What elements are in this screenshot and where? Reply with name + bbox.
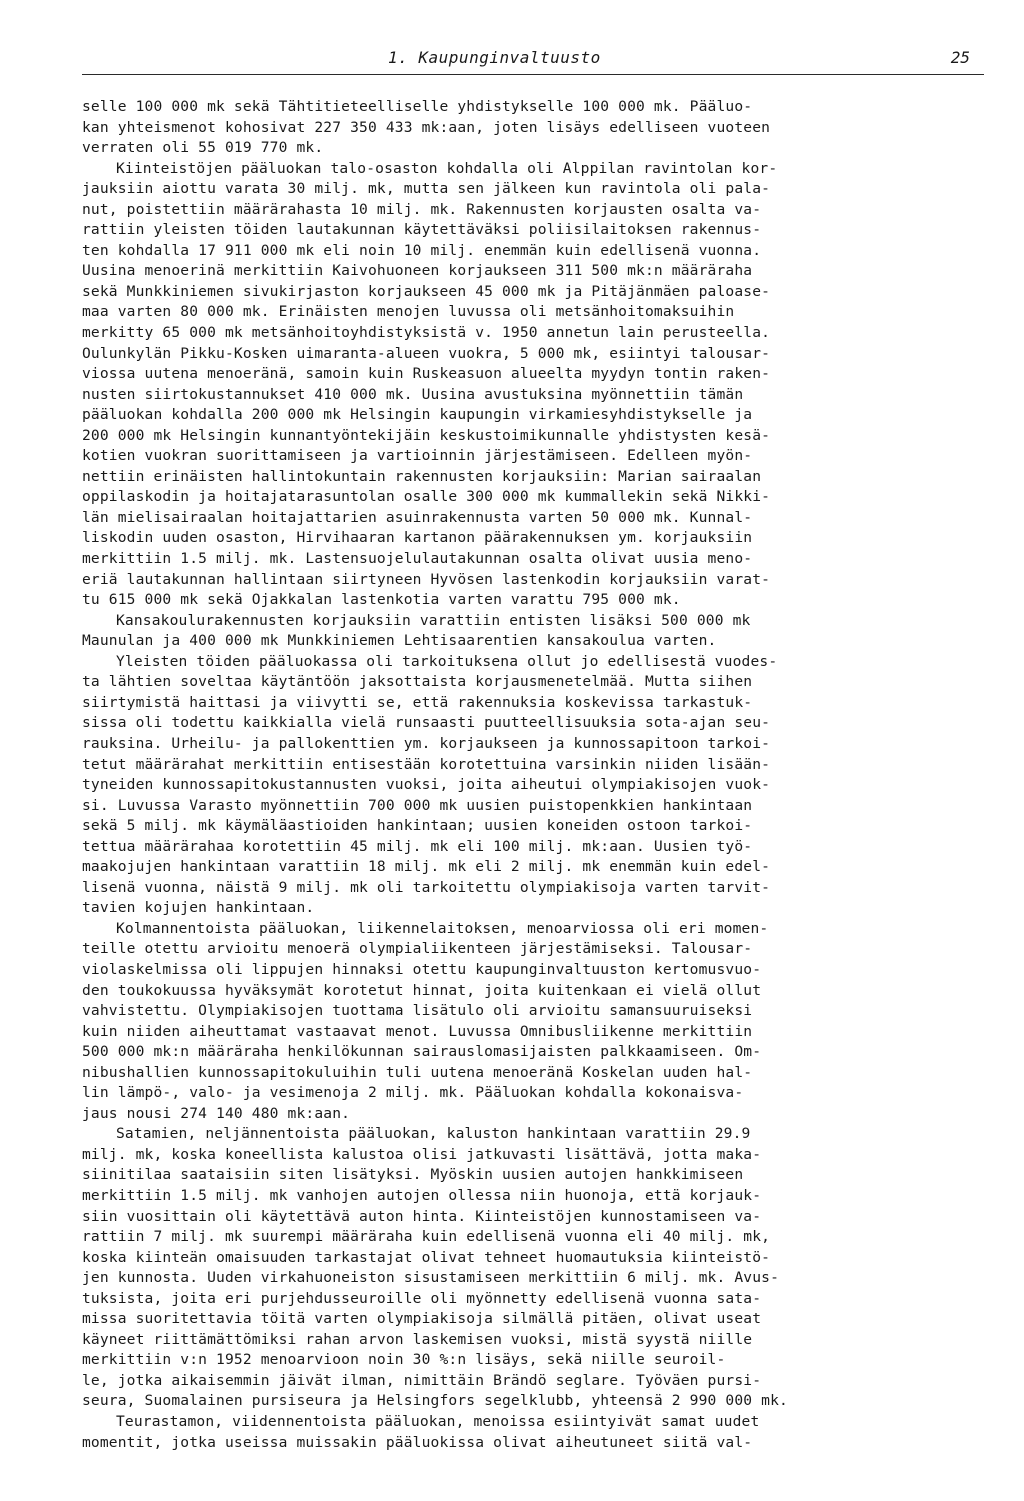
text-line: merkittiin v:n 1952 menoarvioon noin 30 %:n lisäys, sekä niille seuroil- [82, 1351, 726, 1369]
paragraph [82, 159, 984, 611]
text-line: teille otettu arvioitu menoerä olympialiikenteen järjestämiseksi. Talousar- [82, 940, 753, 958]
text-line: tetut määrärahat merkittiin entisestään korotettuina varsinkin niiden lisään- [82, 755, 771, 773]
text-line: milj. mk, koska koneellista kalustoa olisi jatkuvasti lisättävä, jotta maka- [82, 1145, 762, 1163]
text-line: lin lämpö-, valo- ja vesimenoja 2 milj. mk. Pääluokan kohdalla kokonaisva- [82, 1084, 744, 1102]
text-line: kan yhteismenot kohosivat 227 350 433 mk:aan, joten lisäys edelliseen vuoteen [82, 118, 771, 136]
text-line: Maunulan ja 400 000 mk Munkkiniemen Lehtisaarentien kansakoulua varten. [82, 632, 717, 650]
text-line: den toukokuussa hyväksymät korotetut hinnat, joita kuitenkaan ei vielä ollut [82, 981, 762, 999]
text-line: tu 615 000 mk sekä Ojakkalan lastenkotia varten varattu 795 000 mk. [82, 591, 681, 609]
text-line: Uusina menoerinä merkittiin Kaivohuoneen korjaukseen 311 500 mk:n määräraha [82, 262, 753, 280]
text-line: maakojujen hankintaan varattiin 18 milj. mk eli 2 milj. mk enemmän kuin edel- [82, 858, 771, 876]
text-line: käyneet riittämättömiksi rahan arvon laskemisen vuoksi, mistä syystä niille [82, 1330, 753, 1348]
text-line: merkittiin 1.5 milj. mk vanhojen autojen ollessa niin huonoja, että korjauk- [82, 1186, 762, 1204]
text-line: nut, poistettiin määrärahasta 10 milj. mk. Rakennusten korjausten osalta va- [82, 200, 762, 218]
text-line: Kiinteistöjen pääluokan talo-osaston kohdalla oli Alppilan ravintolan kor- [116, 159, 778, 177]
text-line: nettiin erinäisten hallintokuntain rakennusten korjauksiin: Marian sairaalan [82, 467, 762, 485]
text-line: vahvistettu. Olympiakisojen tuottama lisätulo oli arvioitu samansuuruiseksi [82, 1002, 753, 1020]
text-line: viossa uutena menoeränä, samoin kuin Ruskeasuon alueelta myydyn tontin raken- [82, 365, 771, 383]
text-line: kotien vuokran suorittamiseen ja vartioinnin järjestämiseen. Edelleen myön- [82, 447, 753, 465]
paragraph [82, 1124, 984, 1412]
text-line: rattiin 7 milj. mk suurempi määräraha kuin edellisenä vuonna eli 40 milj. mk, [82, 1228, 771, 1246]
paragraph [82, 652, 984, 919]
text-line: jauksiin aiottu varata 30 milj. mk, mutta sen jälkeen kun ravintola oli pala- [82, 180, 771, 198]
text-line: ten kohdalla 17 911 000 mk eli noin 10 milj. enemmän kuin edellisenä vuonna. [82, 241, 762, 259]
text-line: si. Luvussa Varasto myönnettiin 700 000 mk uusien puistopenkkien hankintaan [82, 796, 753, 814]
text-line: nibushallien kunnossapitokuluihin tuli uutena menoeränä Koskelan uuden hal- [82, 1063, 753, 1081]
text-line: tuksista, joita eri purjehdusseuroille oli myönnetty edellisenä vuonna sata- [82, 1289, 762, 1307]
text-line: ta lähtien soveltaa käytäntöön jaksottaista korjausmenetelmää. Mutta siihen [82, 673, 753, 691]
text-line: 500 000 mk:n määräraha henkilökunnan sairauslomasijaisten palkkaamiseen. Om- [82, 1043, 762, 1061]
text-line: kuin niiden aiheuttamat vastaavat menot. Luvussa Omnibusliikenne merkittiin [82, 1022, 753, 1040]
text-line: maa varten 80 000 mk. Erinäisten menojen luvussa oli metsänhoitomaksuihin [82, 303, 735, 321]
text-line: rauksina. Urheilu- ja pallokenttien ym. korjaukseen ja kunnossapitoon tarkoi- [82, 734, 771, 752]
text-line: Satamien, neljännentoista pääluokan, kaluston hankintaan varattiin 29.9 [116, 1125, 751, 1143]
text-line: siirtymistä haittasi ja viivytti se, että rakennuksia koskevissa tarkastuk- [82, 693, 753, 711]
page-number: 25 [950, 48, 970, 67]
text-line: pääluokan kohdalla 200 000 mk Helsingin kaupungin virkamiesyhdistykselle ja [82, 406, 753, 424]
text-line: siinitilaa saataisiin siten lisätyksi. Myöskin uusien autojen hankkimiseen [82, 1166, 744, 1184]
paragraph [82, 1412, 984, 1453]
text-line: Kolmannentoista pääluokan, liikennelaitoksen, menoarviossa oli eri momen- [116, 919, 769, 937]
text-line: Yleisten töiden pääluokassa oli tarkoituksena ollut jo edellisestä vuodes- [116, 652, 778, 670]
text-line: merkitty 65 000 mk metsänhoitoyhdistyksistä v. 1950 annetun lain perusteella. [82, 324, 771, 342]
text-line: le, jotka aikaisemmin jäivät ilman, nimittäin Brändö seglare. Työväen pursi- [82, 1371, 762, 1389]
text-line: liskodin uuden osaston, Hirvihaaran kartanon päärakennuksen ym. korjauksiin [82, 529, 753, 547]
text-line: tettua määrärahaa korotettiin 45 milj. mk eli 100 milj. mk:aan. Uusien työ- [82, 837, 753, 855]
text-line: jen kunnosta. Uuden virkahuoneiston sisustamiseen merkittiin 6 milj. mk. Avus- [82, 1269, 780, 1287]
text-line: rattiin yleisten töiden lautakunnan käytettäväksi poliisilaitoksen rakennus- [82, 221, 762, 239]
text-line: momentit, jotka useissa muissakin pääluokissa olivat aiheutuneet siitä val- [82, 1433, 753, 1451]
text-line: jaus nousi 274 140 480 mk:aan. [82, 1104, 351, 1122]
text-line: sekä 5 milj. mk käymäläastioiden hankintaan; uusien koneiden ostoon tarkoi- [82, 817, 753, 835]
text-line: verraten oli 55 019 770 mk. [82, 139, 324, 157]
body-text [82, 97, 984, 1453]
running-header [82, 44, 984, 75]
text-line: Teurastamon, viidennentoista pääluokan, menoissa esiintyivät samat uudet [116, 1413, 760, 1430]
text-line: selle 100 000 mk sekä Tähtitieteelliselle yhdistykselle 100 000 mk. Pääluo- [82, 98, 753, 115]
text-line: tavien kojujen hankintaan. [82, 899, 315, 917]
paragraph [82, 919, 984, 1124]
text-line: siin vuosittain oli käytettävä auton hinta. Kiinteistöjen kunnostamiseen va- [82, 1207, 762, 1225]
paragraph [82, 97, 984, 159]
text-line: Oulunkylän Pikku-Kosken uimaranta-alueen vuokra, 5 000 mk, esiintyi talousar- [82, 344, 771, 362]
text-line: merkittiin 1.5 milj. mk. Lastensuojelulautakunnan osalta olivat uusia meno- [82, 550, 753, 568]
text-line: nusten siirtokustannukset 410 000 mk. Uusina avustuksina myönnettiin tämän [82, 385, 744, 403]
text-line: Kansakoulurakennusten korjauksiin varattiin entisten lisäksi 500 000 mk [116, 611, 751, 629]
paragraph [82, 611, 984, 652]
text-line: koska kiinteän omaisuuden tarkastajat olivat tehneet huomautuksia kiinteistö- [82, 1248, 771, 1266]
text-line: violaskelmissa oli lippujen hinnaksi otettu kaupunginvaltuuston kertomusvuo- [82, 960, 762, 978]
text-line: tyneiden kunnossapitokustannusten vuoksi, joita aiheutui olympiakisojen vuok- [82, 776, 771, 794]
text-line: lisenä vuonna, näistä 9 milj. mk oli tarkoitettu olympiakisoja varten tarvit- [82, 878, 771, 896]
document-page [82, 44, 984, 1453]
text-line: sissa oli todettu kaikkialla vielä runsaasti puutteellisuuksia sota-ajan seu- [82, 714, 771, 732]
text-line: eriä lautakunnan hallintaan siirtyneen Hyvösen lastenkodin korjauksiin varat- [82, 570, 771, 588]
text-line: missa suoritettavia töitä varten olympiakisoja silmällä pitäen, olivat useat [82, 1310, 762, 1328]
text-line: län mielisairaalan hoitajattarien asuinrakennusta varten 50 000 mk. Kunnal- [82, 508, 753, 526]
text-line: oppilaskodin ja hoitajatarasuntolan osalle 300 000 mk kummallekin sekä Nikki- [82, 488, 771, 506]
text-line: 200 000 mk Helsingin kunnantyöntekijäin keskustoimikunnalle yhdistysten kesä- [82, 426, 771, 444]
chapter-title: 1. Kaupunginvaltuusto [388, 48, 601, 67]
text-line: sekä Munkkiniemen sivukirjaston korjaukseen 45 000 mk ja Pitäjänmäen paloase- [82, 282, 771, 300]
text-line: seura, Suomalainen pursiseura ja Helsingfors segelklubb, yhteensä 2 990 000 mk. [82, 1392, 788, 1410]
